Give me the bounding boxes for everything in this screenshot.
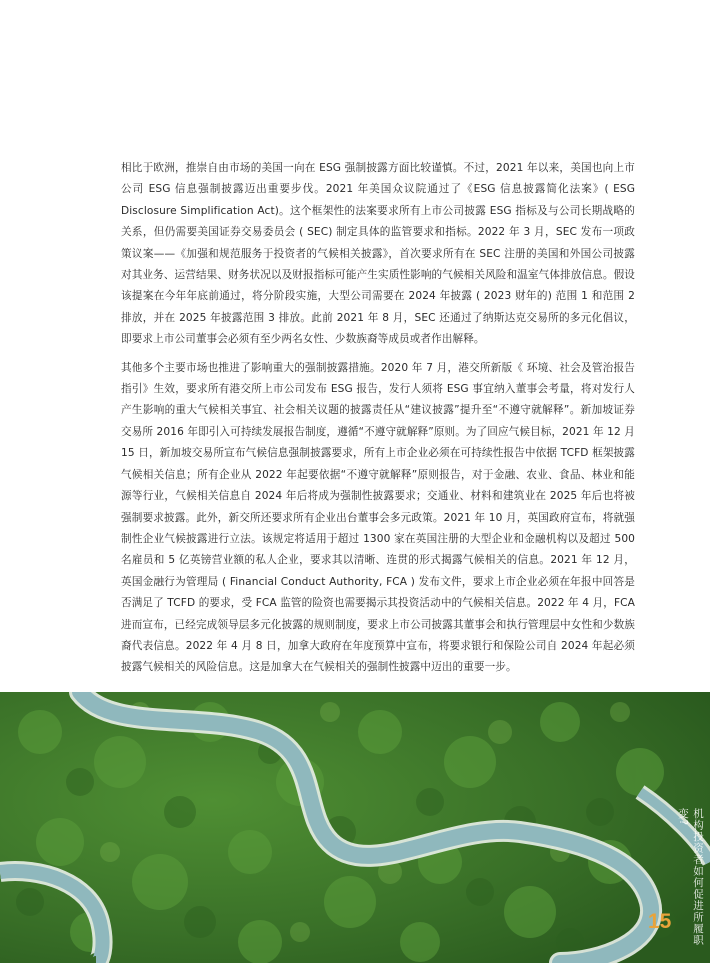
article-body (121, 158, 635, 679)
paragraph-other-markets: 其他多个主要市场也推进了影响重大的强制披露措施。2020 年 7 月，港交所新版《 环境、社会及管治报告指引》生效，要求所有港交所上市公司发布 ESG 报告，发行人须将 ESG 事宜纳入董事会考量，将对发行人产生影响的重大气候相关事宜、社会相关议题的披露责任从“建议披露”提升至“不遵守就解释”。新加坡证券交易所 2016 年即引入可持续发展报告制度，遵循“不遵守就解释”原则。为了回应气候目标，2021 年 12 月 15 日，新加坡交易所宣布气候信息强制披露要求，所有上市企业必须在可持续性报告中依据 TCFD 框架披露气候相关信息；所有企业从 2022 年起要依据“不遵守就解释”原则报告，对于金融、农业、食品、林业和能源等行业，气候相关信息自 2024 年后将成为强制性披露要求；交通业、材料和建筑业在 2025 年后也将被强制要求披露。此外，新交所还要求所有企业出台董事会多元政策。2021 年 10 月，英国政府宣布，将就强制性企业气候披露进行立法。该规定将适用于超过 1300 家在英国注册的大型企业和金融机构以及超过 500 名雇员和 5 亿英镑营业额的私人企业，要求其以清晰、连贯的形式揭露气候相关的信息。2021 年 12 月，英国金融行为管理局 ( Financial Conduct Authority, FCA ) 发布文件，要求上市企业必须在年报中回答是否满足了 TCFD 的要求，受 FCA 监管的险资也需要揭示其投资活动中的气候相关信息。2022 年 4 月，FCA 进而宣布，已经完成领导层多元化披露的规则制度，要求上市公司披露其董事会和执行管理层中女性和少数族裔代表信息。2022 年 4 月 8 日，加拿大政府在年度预算中宣布，将要求银行和保险公司自 2024 年起必须披露气候相关的风险信息。这是加拿大在气候相关的强制性披露中迈出的重要一步。 (121, 361, 635, 674)
paragraph-us-esg: 相比于欧洲，推崇自由市场的美国一向在 ESG 强制披露方面比较谨慎。不过，2021 年以来，美国也向上市公司 ESG 信息强制披露迈出重要步伐。2021 年美国众议院通过了《ESG 信息披露简化法案》( ESG Disclosure Simplification Act)。这个框架性的法案要求所有上市公司披露 ESG 指标及与公司长期战略的关系，但仍需要美国证券交易委员会 ( SEC) 制定具体的监管要求和指标。2022 年 3 月，SEC 发布一项政策议案——《加强和规范服务于投资者的气候相关披露》，首次要求所有在 SEC 注册的美国和外国公司披露对其业务、运营结果、财务状况以及财报指标可能产生实质性影响的气候相关风险和温室气体排放信息。假设该提案在今年年底前通过，将分阶段实施，大型公司需要在 2024 年披露 ( 2023 财年的) 范围 1 和范围 2 排放，并在 2025 年披露范围 3 排放。此前 2021 年 8 月，SEC 还通过了纳斯达克交易所的多元化倡议，即要求上市公司董事会必须有至少两名女性、少数族裔等成员或者作出解释。 (121, 162, 635, 346)
side-running-title: 机构投资者如何促进所履职变? (677, 808, 704, 946)
page-number: 15 (648, 910, 672, 933)
forest-road-photo (0, 692, 710, 963)
